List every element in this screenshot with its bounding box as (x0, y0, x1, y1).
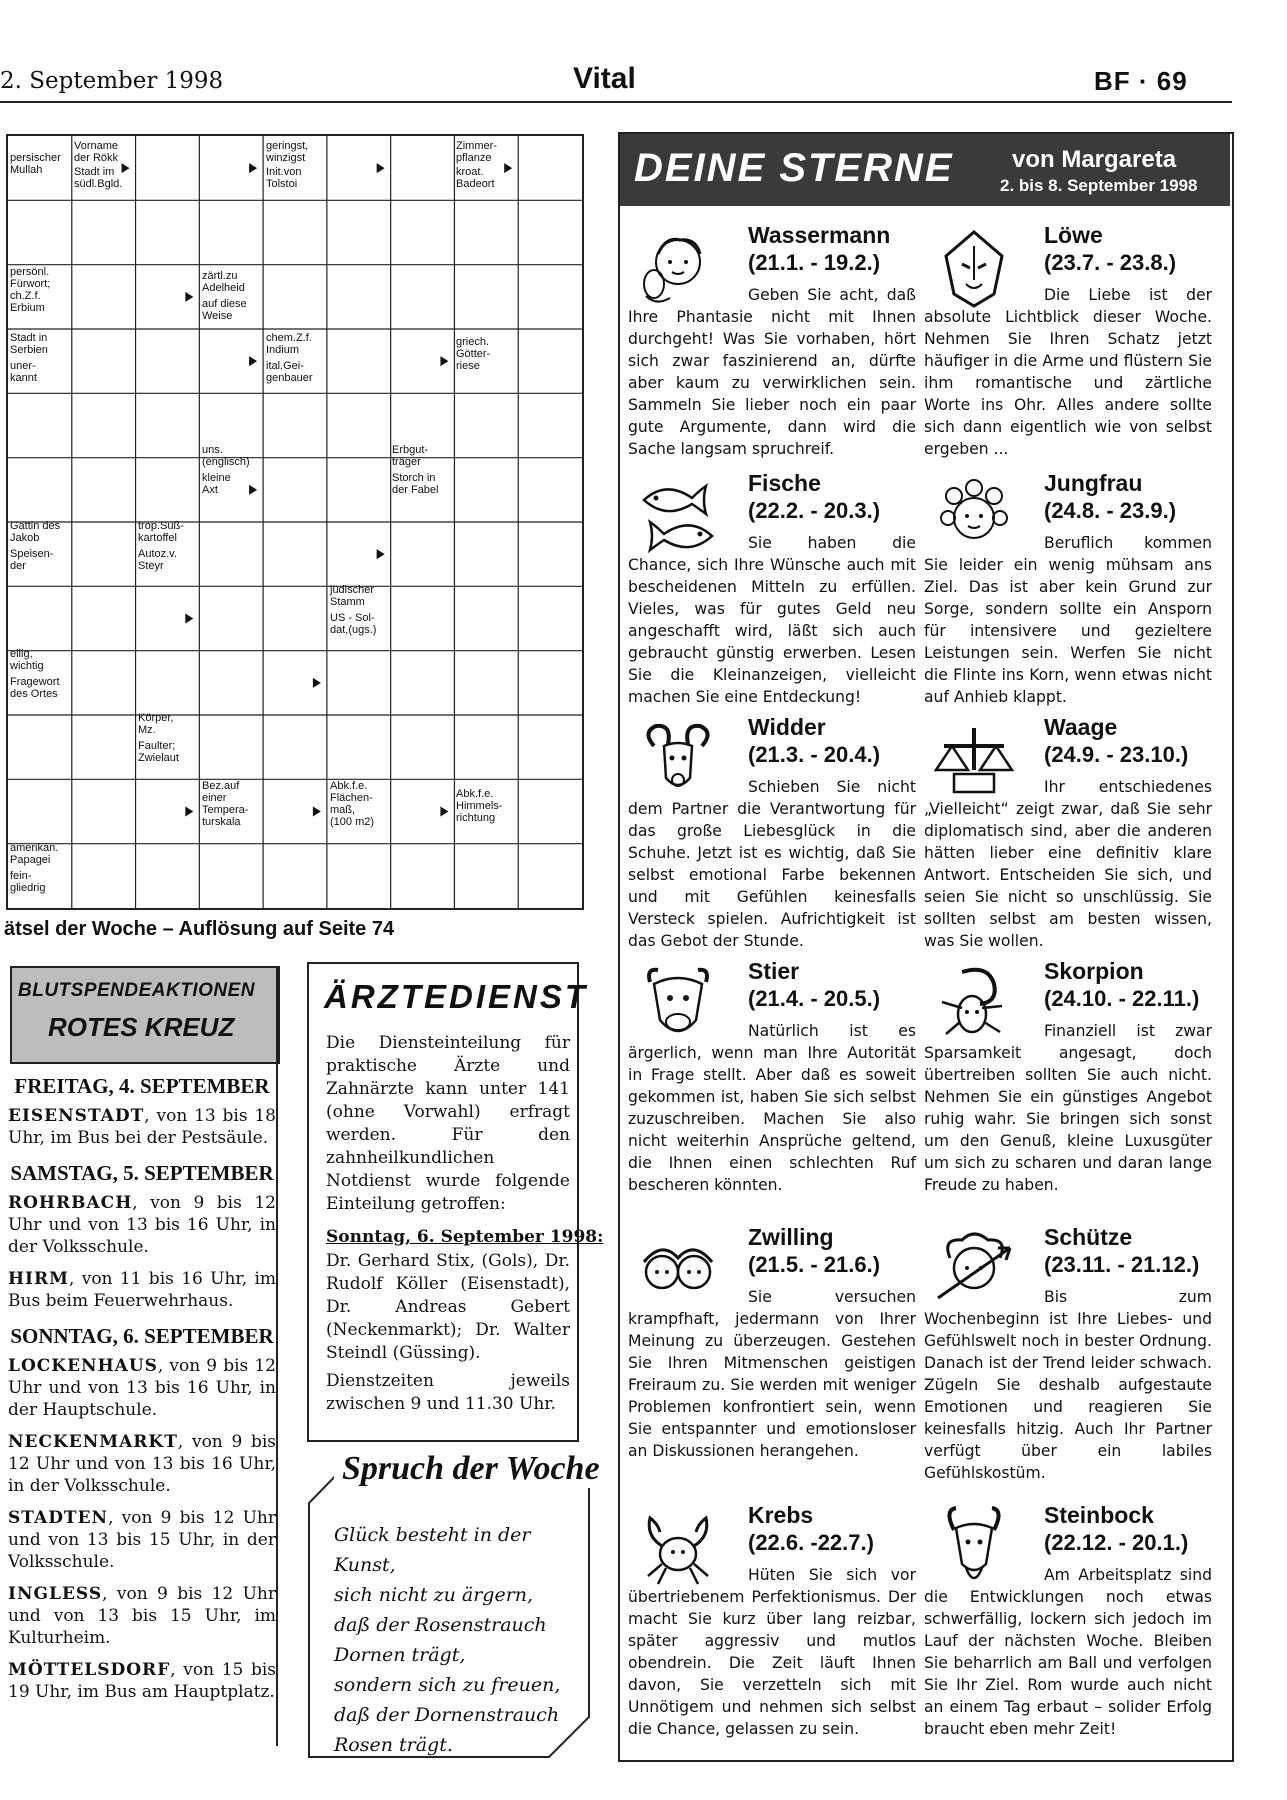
section-title: Vital (573, 62, 636, 95)
crossword-clue: geringst, winzigst (266, 140, 309, 164)
crossword-clue: Init.von Tolstoi (266, 166, 302, 190)
list-item (8, 1507, 276, 1573)
sign-text: Beruflich kommen Sie leider ein wenig mühsam ans Ziel. Das ist aber kein Grund zur Sorge, sondern sollte ein Ansporn für intensivere und gezieltere Leistungen sein. Werfen Sie nicht die Flinte ins Korn, wenn etwas nicht auf Anhieb klappt. (924, 534, 1212, 706)
sign-text: Die Liebe ist der absolute Lichtblick dieser Woche. Nehmen Sie Ihren Schatz jetzt häufiger in die Arme und flüstern Sie ihm romantische und zärtliche Worte ins Ohr. Alles andere sollte sich dann eigentlich wie von selbst ergeben ... (924, 286, 1212, 458)
sign-date-range: (21.5. - 21.6.) (748, 1252, 881, 1277)
sign-text: Am Arbeitsplatz sind die Entwicklungen noch etwas schwerfällig, lockern sich jedoch im Lauf der nächsten Woche. Bleiben Sie beharrlich am Ball und verfolgen Sie Ihr Ziel. Rom wurde auch nicht an einem Tag erbaut – solider Erfolg braucht eben mehr Zeit! (924, 1566, 1212, 1738)
place-name: MÖTTELSDORF (8, 1660, 171, 1680)
sign-name: Löwe (1044, 222, 1103, 248)
aerztedienst-title: ÄRZTEDIENST (324, 978, 588, 1015)
sign-name: Zwilling (748, 1224, 834, 1250)
place-detail: , von 9 bis 12 Uhr und von 13 bis 15 Uhr, in der Volksschule. (8, 1508, 276, 1572)
crossword-clue: Körper, Mz. (138, 712, 174, 736)
sign-date-range: (23.11. - 21.12.) (1044, 1252, 1200, 1277)
sign-name: Fische (748, 470, 821, 496)
sign-name: Wassermann (748, 222, 891, 248)
crossword-clue: Speisen- der (10, 548, 54, 572)
place-name: INGLESS (8, 1584, 103, 1604)
sign-date-range: (22.2. - 20.3.) (748, 498, 881, 523)
crossword-clue: uns. (englisch) (202, 444, 250, 468)
sign-name: Krebs (748, 1502, 814, 1528)
crossword-clue: trop.Süß- kartoffel (138, 520, 184, 544)
crossword-clue: fein- gliedrig (10, 870, 46, 894)
aerztedienst-times: Dienstzeiten jeweils zwischen 9 und 11.30 Uhr. (326, 1371, 570, 1414)
crossword-clue: Gattin des Jakob (10, 520, 61, 544)
place-detail: , von 15 bis 19 Uhr, im Bus am Hauptplatz. (8, 1660, 276, 1702)
sign-text: Bis zum Wochenbeginn ist Ihre Liebes- und Gefühlswelt noch in bester Ordnung. Danach ist der Trend leider schwach. Zügeln Sie deshalb aufgestaute Emotionen und reagieren Sie keinesfalls hitzig. Auch Ihr Partner verfügt über ein labiles Gefühlskostüm. (924, 1288, 1212, 1482)
sign-text: Hüten Sie sich vor übertriebenem Perfektionismus. Der macht Sie kurz über lang reizbar, später aggressiv und mutlos obendrein. Die Zeit läuft Ihnen davon, Sie verzetteln sich mit Unnötigem und nehmen sich selbst die Chance, gelassen zu sein. (628, 1566, 916, 1738)
list-item (8, 1355, 276, 1421)
sign-name: Schütze (1044, 1224, 1133, 1250)
spruch-title: Spruch der Woche (334, 1450, 608, 1488)
crossword-clue: Stadt im südl.Bgld. (74, 166, 123, 190)
place-name: LOCKENHAUS (8, 1356, 158, 1376)
crossword-clue: Vorname der Rökk (74, 140, 119, 164)
horoscope-title: DEINE STERNE (634, 146, 954, 190)
place-detail: , von 9 bis 12 Uhr und von 13 bis 16 Uhr, in der Volksschule. (8, 1432, 276, 1496)
list-item (8, 1431, 276, 1497)
crossword-clue: amerikan. Papagei (10, 842, 59, 866)
sign-text: Natürlich ist es ärgerlich, wenn man Ihre Autorität in Frage stellt. Aber daß es soweit gekommen ist, haben Sie sich selbst zuzuschreiben. Machen Sie also nicht weiterhin Ansprüche geltend, die Ihnen einen schlechten Ruf bescheren könnten. (628, 1022, 916, 1194)
crossword-clue: griech. Götter- riese (456, 336, 491, 372)
crossword-clue: Abk.f.e. Flächen- maß, (100 m2) (330, 780, 375, 828)
sign-name: Stier (748, 958, 800, 984)
crossword-clue: Faulter; Zwielaut (138, 740, 179, 764)
crossword-clue: Bez.auf einer Tempera- turskala (202, 780, 249, 828)
crossword-clue: Fragewort des Ortes (10, 676, 60, 700)
crossword-clue: Stadt in Serbien (10, 332, 48, 356)
aerztedienst-date: Sonntag, 6. September 1998: (326, 1227, 604, 1247)
place-detail: , von 9 bis 12 Uhr und von 13 bis 16 Uhr, in der Volksschule. (8, 1193, 276, 1257)
list-item (8, 1105, 276, 1149)
place-detail: , von 9 bis 12 Uhr und von 13 bis 16 Uhr, in der Hauptschule. (8, 1356, 276, 1420)
crossword-clue: Zimmer- pflanze (456, 140, 497, 164)
header-rule (0, 101, 1232, 103)
day-heading: SONNTAG, 6. SEPTEMBER (10, 1324, 274, 1348)
crossword-clue: auf diese Weise (202, 298, 247, 322)
sign-name: Widder (748, 714, 826, 740)
list-item (8, 1192, 276, 1258)
sign-date-range: (22.12. - 20.1.) (1044, 1530, 1189, 1555)
crossword-clue: Erbgut- träger (392, 444, 429, 468)
issue-date: 2. September 1998 (0, 68, 224, 94)
sign-date-range: (21.4. - 20.5.) (748, 986, 881, 1011)
sign-date-range: (23.7. - 23.8.) (1044, 250, 1177, 275)
sign-text: Finanziell ist zwar Sparsamkeit angesagt, doch übertreiben sollten Sie auch nicht. Nehmen Sie ein günstiges Angebot ruhig wahr. Sie bringen sich sonst um den Genuß, kleine Luxusgüter um sich zu scharen und daran lange Freude zu haben. (924, 1022, 1212, 1194)
sign-text: Sie versuchen krampfhaft, jedermann von Ihrer Meinung zu überzeugen. Gestehen Sie Ihren Mitmenschen geistigen Freiraum zu. Sie werden mit weniger Problemen konfrontiert sein, wenn Sie entspannter und emotionsloser an Diskussionen herangehen. (628, 1288, 916, 1460)
blutspende-list (8, 1062, 276, 1713)
sign-date-range: (24.8. - 23.9.) (1044, 498, 1177, 523)
crossword-clue: Abk.f.e. Himmels- richtung (456, 788, 503, 824)
place-detail: , von 11 bis 16 Uhr, im Bus beim Feuerwehrhaus. (8, 1269, 276, 1311)
sign-text: Ihr entschiedenes „Vielleicht“ zeigt zwar, daß Sie sehr diplomatisch sind, aber die anderen hätten lieber eine definitiv klare Antwort. Entscheiden Sie sich, und seien Sie nicht so unschlüssig. Sie sollten selbst am besten wissen, was Sie wollen. (924, 778, 1212, 950)
place-name: STADTEN (8, 1508, 109, 1528)
sign-name: Steinbock (1044, 1502, 1154, 1528)
place-name: EISENSTADT (8, 1106, 145, 1126)
list-item (8, 1583, 276, 1649)
place-name: ROHRBACH (8, 1193, 133, 1213)
horoscope-author: von Margareta (1012, 146, 1177, 173)
place-detail: , von 13 bis 18 Uhr, im Bus bei der Pestsäule. (8, 1106, 276, 1148)
crossword-clue: kroat. Badeort (456, 166, 495, 190)
sign-date-range: (24.10. - 22.11.) (1044, 986, 1200, 1011)
sign-text: Sie haben die Chance, sich Ihre Wünsche auch mit bescheidenen Mitteln zu erfüllen. Vieles, was für gutes Geld neu angeschafft wird, läßt sich auch gebraucht günstig erwerben. Lesen Sie die Kleinanzeigen, vielleicht machen Sie eine Entdeckung! (628, 534, 916, 706)
crossword-clue: Autoz.v. Steyr (138, 548, 177, 572)
place-name: NECKENMARKT (8, 1432, 178, 1452)
sign-date-range: (22.6. -22.7.) (748, 1530, 874, 1555)
sign-date-range: (24.9. - 23.10.) (1044, 742, 1189, 767)
aerztedienst-names: Dr. Gerhard Stix, (Gols), Dr. Rudolf Köller (Eisenstadt), Dr. Andreas Gebert (Neckenmarkt); Dr. Walter Steindl (Güssing). (326, 1251, 570, 1363)
page-number: BF · 69 (1094, 66, 1188, 96)
blutspende-subtitle: ROTES KREUZ (48, 1012, 235, 1042)
day-heading: FREITAG, 4. SEPTEMBER (14, 1074, 270, 1098)
aerztedienst-text: Die Diensteinteilung für praktische Ärzte und Zahnärzte kann unter 141 (ohne Vorwahl) erfragt werden. Für den zahnheilkundlichen Notdienst wurde folgende Einteilung getroffen: (326, 1033, 570, 1214)
crossword-clue: kleine Axt (202, 472, 231, 496)
crossword-clue: chem.Z.f. Indium (266, 332, 312, 356)
sign-date-range: (21.3. - 20.4.) (748, 742, 881, 767)
crossword-clue: Storch in der Fabel (392, 472, 439, 496)
sign-name: Jungfrau (1044, 470, 1143, 496)
crossword-caption: ätsel der Woche – Auflösung auf Seite 74 (4, 918, 395, 940)
crossword-clue: persischer Mullah (10, 152, 61, 176)
place-detail: , von 9 bis 12 Uhr und von 13 bis 15 Uhr, im Kulturheim. (8, 1584, 276, 1648)
sign-name: Skorpion (1044, 958, 1144, 984)
crossword-clue: eilig, wichtig (10, 648, 44, 672)
sign-text: Geben Sie acht, daß Ihre Phantasie nicht mit Ihnen durchgeht! Was Sie vorhaben, hört sich zwar faszinierend an, dürfte aber kaum zu verwirklichen sein. Sammeln Sie lieber noch ein paar gute Argumente, dann wird die Sache langsam spruchreif. (628, 286, 916, 458)
crossword-grid (6, 134, 584, 910)
day-heading: SAMSTAG, 5. SEPTEMBER (10, 1161, 274, 1185)
place-name: HIRM (8, 1269, 69, 1289)
sign-name: Waage (1044, 714, 1118, 740)
crossword-clue: uner- kannt (10, 360, 37, 384)
crossword-clue: US - Sol- dat,(ugs.) (330, 612, 377, 636)
blutspende-title: BLUTSPENDEAKTIONEN (18, 980, 256, 1001)
crossword-clue: jüdischer Stamm (330, 584, 375, 608)
crossword-clue: zärtl.zu Adelheid (202, 270, 245, 294)
crossword-clue: ital.Gei- genbauer (266, 360, 313, 384)
sign-text: Schieben Sie nicht dem Partner die Verantwortung für das große Liebesglück in die Schuhe. Jetzt ist es wichtig, daß Sie selbst emotional Farbe bekennen und mit Gefühlen keinesfalls Versteck spielen. Aufrichtigkeit ist das Gebot der Stunde. (628, 778, 916, 950)
list-item (8, 1659, 276, 1703)
sign-date-range: (21.1. - 19.2.) (748, 250, 881, 275)
list-item (8, 1268, 276, 1312)
crossword-clue: persönl. Fürwort; ch.Z.f. Erbium (10, 266, 51, 314)
column-divider (276, 966, 278, 1746)
spruch-text: Glück besteht in der Kunst, sich nicht zu ärgern, daß der Rosenstrauch Dornen trägt, sondern sich zu freuen, daß der Dornenstrauch Rosen trägt. (334, 1524, 561, 1756)
horoscope-daterange: 2. bis 8. September 1998 (1000, 176, 1198, 195)
